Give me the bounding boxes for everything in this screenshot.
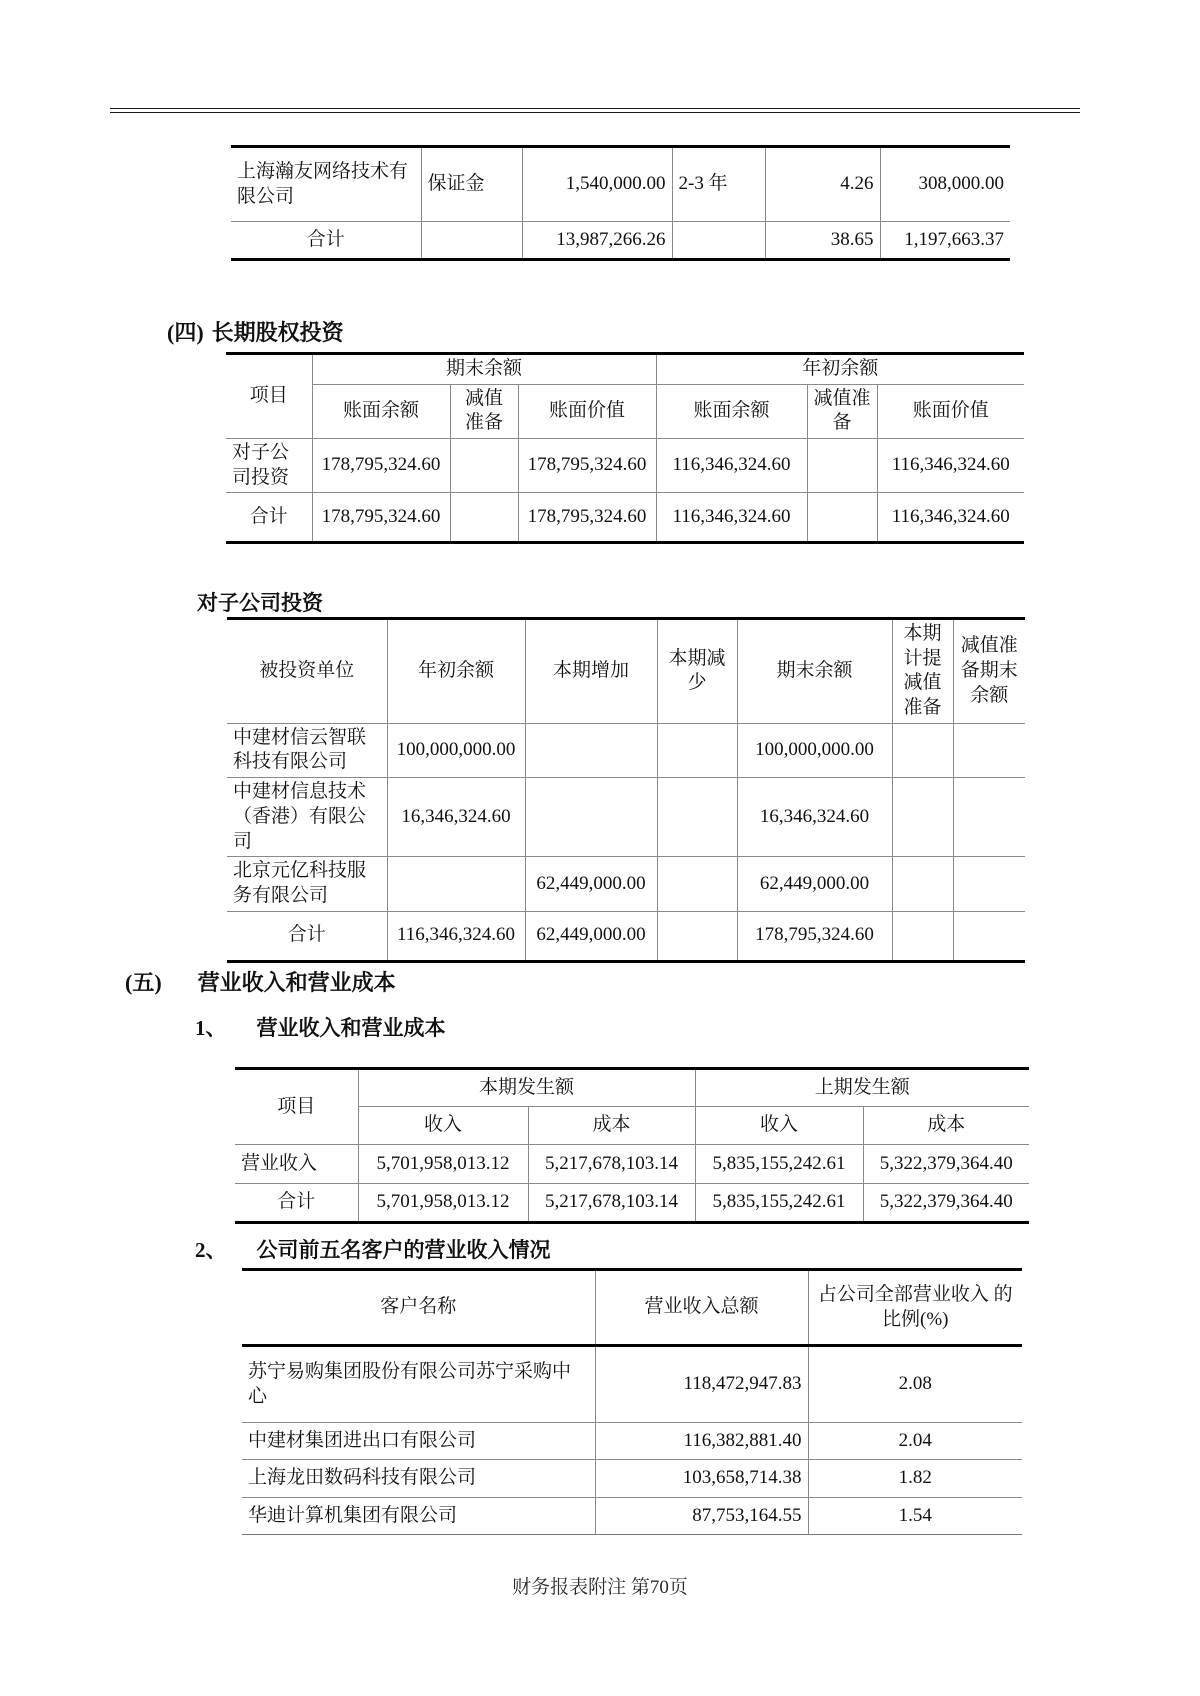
empty-cell [525, 723, 657, 777]
item-header-cell: 项目 [226, 354, 312, 439]
amount-cell: 178,795,324.60 [518, 439, 656, 493]
ratio-cell: 2.04 [808, 1423, 1022, 1460]
table-row [242, 1423, 1022, 1460]
impairment-provision-header-cell: 本期计提减值准备 [892, 619, 953, 724]
section-title: 长期股权投资 [211, 320, 344, 345]
empty-cell [807, 439, 877, 493]
amount-cell: 5,322,379,364.40 [863, 1145, 1029, 1184]
empty-cell [450, 493, 518, 543]
section-number: (四) [167, 320, 204, 345]
book-balance-header-cell: 账面余额 [312, 384, 450, 438]
section-number: (五) [125, 970, 162, 995]
item-cell: 营业收入 [235, 1145, 358, 1184]
table-row [242, 1460, 1022, 1498]
empty-cell [892, 911, 953, 961]
amount-cell: 178,795,324.60 [737, 911, 892, 961]
ratio-cell: 38.65 [765, 222, 880, 260]
empty-cell [892, 857, 953, 911]
section-title: 对子公司投资 [197, 591, 323, 615]
subsection-2-heading [195, 1234, 551, 1264]
customer-name-cell: 上海龙田数码科技有限公司 [242, 1460, 595, 1498]
section-title: 营业收入和营业成本 [256, 1016, 446, 1040]
revenue-table [235, 1067, 1029, 1224]
section-number: 1、 [195, 1016, 227, 1040]
item-cell: 对子公司投资 [226, 439, 312, 493]
amount-cell: 62,449,000.00 [525, 911, 657, 961]
provision-cell: 1,197,663.37 [880, 222, 1010, 260]
amount-cell: 13,987,266.26 [522, 222, 672, 260]
table-row [235, 1145, 1029, 1184]
aging-cell: 2-3 年 [672, 147, 765, 222]
cost-header-cell: 成本 [863, 1107, 1029, 1145]
customer-name-cell: 苏宁易购集团股份有限公司苏宁采购中心 [242, 1346, 595, 1423]
current-period-header-cell: 本期发生额 [358, 1069, 695, 1107]
beginning-balance-header-cell: 年初余额 [656, 354, 1024, 385]
deposit-type-cell: 保证金 [421, 147, 522, 222]
total-row [231, 222, 1010, 260]
amount-cell: 5,701,958,013.12 [358, 1184, 528, 1223]
impairment-ending-header-cell: 减值准备期末余额 [953, 619, 1025, 724]
empty-cell [892, 778, 953, 857]
page-footer: 财务报表附注 第70页 [512, 1577, 688, 1598]
decrease-header-cell: 本期减少 [657, 619, 737, 724]
sub-investment-heading [197, 587, 323, 617]
amount-cell: 62,449,000.00 [525, 857, 657, 911]
amount-cell: 1,540,000.00 [522, 147, 672, 222]
book-value-header-cell: 账面价值 [877, 384, 1024, 438]
investee-cell: 中建材信息技术（香港）有限公司 [227, 778, 387, 857]
sub-investment-table [227, 617, 1025, 963]
total-label-cell: 合计 [231, 222, 421, 260]
amount-cell: 16,346,324.60 [387, 778, 525, 857]
amount-cell: 116,346,324.60 [387, 911, 525, 961]
subsection-1-heading [195, 1012, 446, 1042]
group-header-row [235, 1069, 1029, 1107]
amount-cell: 5,322,379,364.40 [863, 1184, 1029, 1223]
empty-cell [672, 222, 765, 260]
total-label-cell: 合计 [235, 1184, 358, 1223]
customer-name-cell: 中建材集团进出口有限公司 [242, 1423, 595, 1460]
empty-cell [953, 723, 1025, 777]
income-header-cell: 收入 [695, 1107, 863, 1145]
total-row [235, 1184, 1029, 1223]
header-row [242, 1270, 1022, 1346]
section-title: 营业收入和营业成本 [197, 970, 396, 995]
header-row [227, 619, 1025, 724]
book-balance-header-cell: 账面余额 [656, 384, 807, 438]
empty-cell [953, 778, 1025, 857]
table-row [227, 857, 1025, 911]
amount-cell: 178,795,324.60 [312, 493, 450, 543]
section-4-heading [167, 316, 344, 347]
amount-cell: 5,835,155,242.61 [695, 1145, 863, 1184]
amount-cell: 16,346,324.60 [737, 778, 892, 857]
impairment-header-cell: 减值准备 [450, 384, 518, 438]
empty-cell [953, 911, 1025, 961]
amount-cell: 178,795,324.60 [312, 439, 450, 493]
total-label-cell: 合计 [227, 911, 387, 961]
amount-cell: 116,346,324.60 [877, 493, 1024, 543]
ending-balance-header-cell: 期末余额 [737, 619, 892, 724]
lt-equity-table [226, 352, 1024, 544]
beginning-balance-header-cell: 年初余额 [387, 619, 525, 724]
table-row [242, 1498, 1022, 1535]
empty-cell [892, 723, 953, 777]
empty-cell [657, 723, 737, 777]
empty-cell [387, 857, 525, 911]
cost-header-cell: 成本 [528, 1107, 695, 1145]
top-customers-table [242, 1268, 1022, 1535]
ratio-cell: 4.26 [765, 147, 880, 222]
amount-cell: 118,472,947.83 [595, 1346, 808, 1423]
section-5-heading [125, 966, 396, 997]
empty-cell [421, 222, 522, 260]
empty-cell [657, 857, 737, 911]
empty-cell [807, 493, 877, 543]
amount-cell: 5,701,958,013.12 [358, 1145, 528, 1184]
revenue-total-header-cell: 营业收入总额 [595, 1270, 808, 1346]
empty-cell [450, 439, 518, 493]
amount-cell: 178,795,324.60 [518, 493, 656, 543]
book-value-header-cell: 账面价值 [518, 384, 656, 438]
amount-cell: 5,835,155,242.61 [695, 1184, 863, 1223]
empty-cell [657, 778, 737, 857]
ratio-cell: 2.08 [808, 1346, 1022, 1423]
section-title: 公司前五名客户的营业收入情况 [256, 1238, 551, 1262]
total-row [226, 493, 1024, 543]
income-header-cell: 收入 [358, 1107, 528, 1145]
table-row [242, 1346, 1022, 1423]
amount-cell: 116,346,324.60 [877, 439, 1024, 493]
total-row [227, 911, 1025, 961]
empty-cell [657, 911, 737, 961]
empty-cell [953, 857, 1025, 911]
amount-cell: 100,000,000.00 [737, 723, 892, 777]
ratio-cell: 1.54 [808, 1498, 1022, 1535]
customer-name-header-cell: 客户名称 [242, 1270, 595, 1346]
investee-cell: 中建材信云智联科技有限公司 [227, 723, 387, 777]
table-row [231, 147, 1010, 222]
amount-cell: 62,449,000.00 [737, 857, 892, 911]
company-name-cell: 上海瀚友网络技术有限公司 [231, 147, 421, 222]
table-row [227, 778, 1025, 857]
amount-cell: 87,753,164.55 [595, 1498, 808, 1535]
increase-header-cell: 本期增加 [525, 619, 657, 724]
revenue-ratio-header-cell: 占公司全部营业收入 的比例(%) [808, 1270, 1022, 1346]
impairment-header-cell: 减值准备 [807, 384, 877, 438]
page-header-rule [110, 108, 1080, 113]
ratio-cell: 1.82 [808, 1460, 1022, 1498]
empty-cell [525, 778, 657, 857]
group-header-row [226, 354, 1024, 385]
table-row [227, 723, 1025, 777]
investee-cell: 北京元亿科技服务有限公司 [227, 857, 387, 911]
item-header-cell: 项目 [235, 1069, 358, 1145]
section-number: 2、 [195, 1238, 227, 1262]
provision-cell: 308,000.00 [880, 147, 1010, 222]
prior-period-header-cell: 上期发生额 [695, 1069, 1029, 1107]
amount-cell: 116,346,324.60 [656, 493, 807, 543]
amount-cell: 116,382,881.40 [595, 1423, 808, 1460]
total-label-cell: 合计 [226, 493, 312, 543]
ending-balance-header-cell: 期末余额 [312, 354, 656, 385]
customer-name-cell: 华迪计算机集团有限公司 [242, 1498, 595, 1535]
investee-header-cell: 被投资单位 [227, 619, 387, 724]
amount-cell: 103,658,714.38 [595, 1460, 808, 1498]
deposits-table [231, 145, 1010, 261]
table-row [226, 439, 1024, 493]
amount-cell: 5,217,678,103.14 [528, 1145, 695, 1184]
amount-cell: 116,346,324.60 [656, 439, 807, 493]
sub-header-row [226, 384, 1024, 438]
amount-cell: 5,217,678,103.14 [528, 1184, 695, 1223]
amount-cell: 100,000,000.00 [387, 723, 525, 777]
